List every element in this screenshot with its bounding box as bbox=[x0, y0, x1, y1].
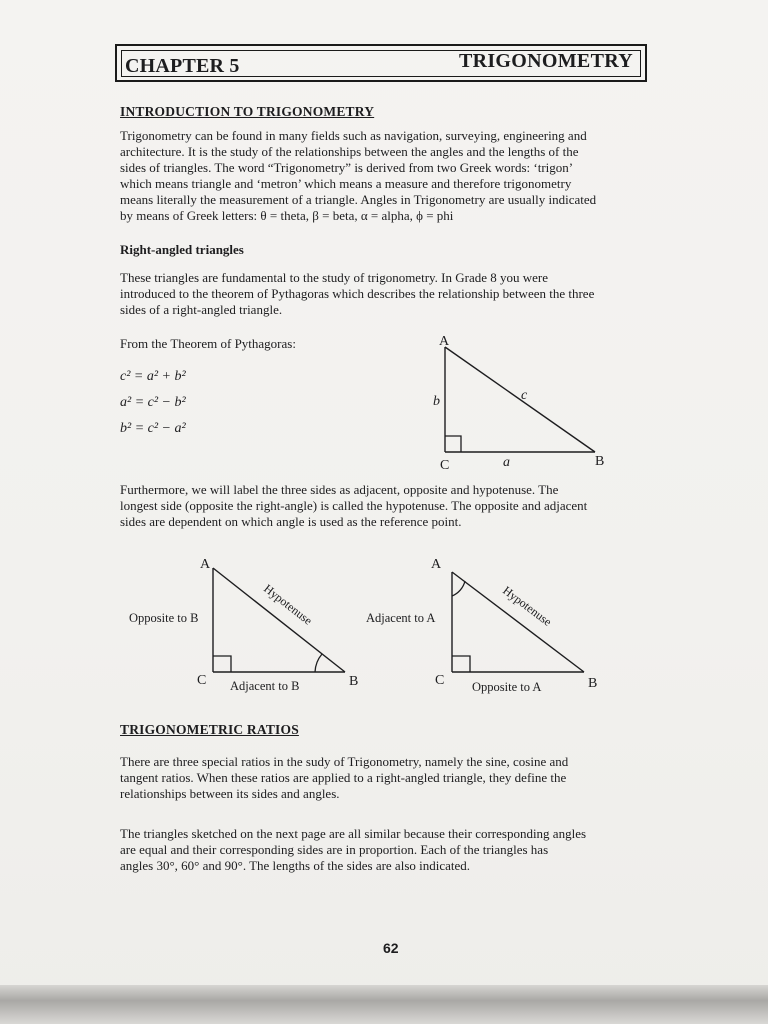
formula-line: c² = a² + b² bbox=[120, 369, 186, 384]
opposite-label: Opposite to A bbox=[472, 680, 542, 694]
side-c-line bbox=[445, 347, 595, 452]
intro-line: by means of Greek letters: θ = theta, β = beta, α = alpha, ϕ = phi bbox=[120, 208, 454, 223]
intro-line: which means triangle and ‘metron’ which means a measure and therefore trigonometry bbox=[120, 176, 572, 191]
ratios-paragraph-2 bbox=[120, 826, 672, 874]
intro-heading: INTRODUCTION TO TRIGONOMETRY bbox=[120, 104, 375, 119]
adjacent-label: Adjacent to B bbox=[230, 679, 300, 693]
chapter-header bbox=[115, 44, 647, 82]
right-angled-heading: Right-angled triangles bbox=[120, 242, 244, 257]
chapter-title: TRIGONOMETRY bbox=[458, 50, 633, 72]
pythagoras-triangle-diagram bbox=[425, 330, 625, 475]
sides-paragraph bbox=[120, 482, 655, 530]
ratios-line: are equal and their corresponding sides are in proportion. Each of the triangles has bbox=[120, 842, 549, 857]
pythagoras-intro: From the Theorem of Pythagoras: bbox=[120, 336, 296, 351]
sides-line: longest side (opposite the right-angle) is called the hypotenuse. The opposite and adjacent bbox=[120, 498, 588, 513]
vertex-c-label: C bbox=[440, 458, 450, 473]
angle-b-arc bbox=[315, 654, 322, 672]
ratios-paragraph-1 bbox=[120, 754, 668, 802]
formula-line: a² = c² − b² bbox=[120, 395, 186, 410]
sides-line: sides are dependent on which angle is used as the reference point. bbox=[120, 514, 462, 529]
ratios-line: tangent ratios. When these ratios are applied to a right-angled triangle, they define the bbox=[120, 770, 567, 785]
intro-line: sides of triangles. The word “Trigonometry” is derived from two Greek words: ‘trigon’ bbox=[120, 160, 574, 175]
page-number: 62 bbox=[383, 940, 399, 956]
vertex-a-label: A bbox=[431, 557, 442, 572]
vertex-a-label: A bbox=[200, 557, 211, 572]
ratios-line: There are three special ratios in the sudy of Trigonometry, namely the sine, cosine and bbox=[120, 754, 569, 769]
formula-line: b² = c² − a² bbox=[120, 421, 186, 436]
ratios-heading: TRIGONOMETRIC RATIOS bbox=[120, 722, 299, 737]
vertex-c-label: C bbox=[197, 673, 207, 688]
right-angle-marker bbox=[213, 656, 231, 672]
vertex-c-label: C bbox=[435, 673, 445, 688]
side-b-label: b bbox=[433, 394, 440, 409]
hypotenuse-label: Hypotenuse bbox=[261, 581, 315, 628]
right-angle-marker bbox=[452, 656, 470, 672]
right-angled-line: These triangles are fundamental to the study of trigonometry. In Grade 8 you were bbox=[120, 270, 549, 285]
ratios-line: relationships between its sides and angles. bbox=[120, 786, 340, 801]
ratios-line: angles 30°, 60° and 90°. The lengths of the sides are also indicated. bbox=[120, 858, 471, 873]
hypotenuse-line bbox=[213, 568, 345, 672]
vertex-a-label: A bbox=[439, 334, 450, 349]
reference-angle-a-diagram bbox=[362, 550, 612, 700]
right-angle-marker bbox=[445, 436, 461, 452]
side-a-label: a bbox=[503, 455, 510, 470]
chapter-label: CHAPTER 5 bbox=[125, 55, 240, 77]
intro-line: Trigonometry can be found in many fields such as navigation, surveying, engineering and bbox=[120, 128, 587, 143]
reference-angle-b-diagram bbox=[125, 550, 365, 700]
opposite-label: Opposite to B bbox=[129, 611, 199, 625]
intro-paragraph bbox=[120, 128, 650, 224]
pythagoras-formulas bbox=[120, 364, 186, 442]
page-edge-shadow bbox=[0, 985, 768, 1024]
sides-line: Furthermore, we will label the three sides as adjacent, opposite and hypotenuse. The bbox=[120, 482, 559, 497]
right-angled-paragraph bbox=[120, 270, 650, 318]
angle-a-arc bbox=[452, 581, 465, 596]
intro-line: means literally the measurement of a triangle. Angles in Trigonometry are usually indicated bbox=[120, 192, 597, 207]
vertex-b-label: B bbox=[588, 676, 598, 691]
vertex-b-label: B bbox=[349, 674, 359, 689]
right-angled-line: sides of a right-angled triangle. bbox=[120, 302, 283, 317]
side-c-label: c bbox=[521, 388, 528, 403]
adjacent-label: Adjacent to A bbox=[366, 611, 436, 625]
right-angled-line: introduced to the theorem of Pythagoras which describes the relationship between the three bbox=[120, 286, 595, 301]
ratios-line: The triangles sketched on the next page are all similar because their corresponding angles bbox=[120, 826, 587, 841]
vertex-b-label: B bbox=[595, 454, 605, 469]
hypotenuse-line bbox=[452, 572, 584, 672]
intro-line: architecture. It is the study of the relationships between the angles and the lengths of the bbox=[120, 144, 579, 159]
hypotenuse-label: Hypotenuse bbox=[500, 583, 555, 629]
